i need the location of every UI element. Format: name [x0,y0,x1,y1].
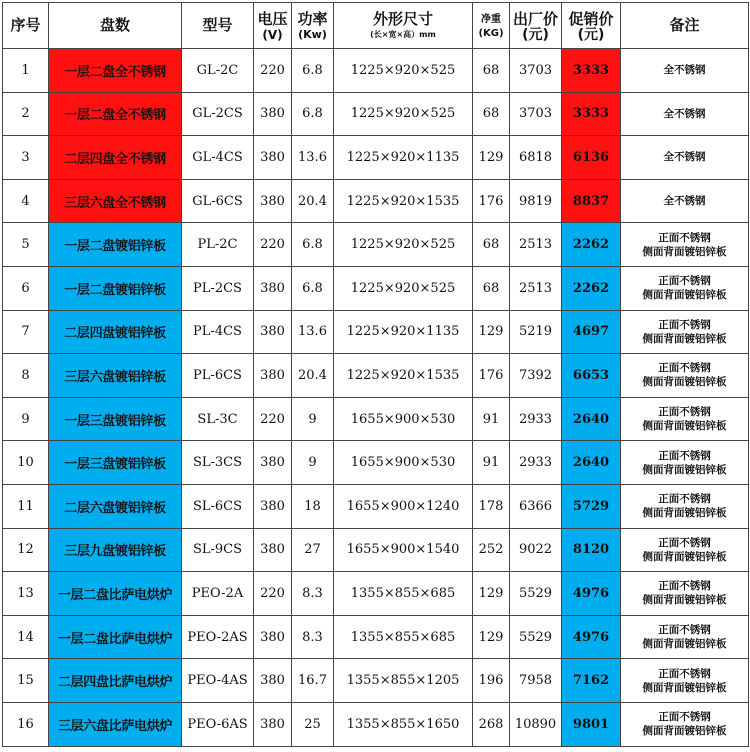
header-factory-price [510,3,562,49]
header-power-unit: (Kw) [298,27,327,41]
cell-power: 18 [292,484,334,528]
cell-name: 三层六盘全不锈钢 [49,179,182,223]
table-row [3,354,749,398]
cell-promo-price: 4976 [562,615,621,659]
cell-model: GL-2CS [182,92,254,136]
cell-power: 6.8 [292,92,334,136]
cell-factory-price: 5529 [510,572,562,616]
note-line-1: 全不锈钢 [663,64,706,77]
cell-promo-price: 2640 [562,397,621,441]
header-size-label: 外形尺寸 [372,9,433,28]
header-weight-label: 净重 [481,14,501,25]
cell-weight: 178 [473,484,510,528]
cell-voltage: 380 [254,528,292,572]
cell-name: 二层四盘全不锈钢 [49,136,182,180]
cell-power: 20.4 [292,179,334,223]
cell-promo-price: 9801 [562,702,621,746]
cell-voltage: 380 [254,136,292,180]
cell-promo-price: 7162 [562,659,621,703]
note-line-1: 正面不锈钢 [658,362,711,375]
cell-weight: 268 [473,702,510,746]
cell-index: 10 [3,441,49,485]
cell-voltage: 220 [254,223,292,267]
note-line-1: 正面不锈钢 [658,667,711,680]
note-line-1: 全不锈钢 [663,107,706,120]
cell-note [621,49,749,93]
note-line-2: 侧面背面镀铝锌板 [642,420,727,433]
cell-weight: 129 [473,136,510,180]
cell-name: 一层二盘比萨电烘炉 [49,572,182,616]
header-model: 型号 [182,3,254,49]
cell-factory-price: 6366 [510,484,562,528]
cell-weight: 68 [473,92,510,136]
cell-name: 二层四盘比萨电烘炉 [49,659,182,703]
header-weight-unit: (KG) [478,28,504,39]
cell-power: 9 [292,441,334,485]
note-line-1: 正面不锈钢 [658,580,711,593]
header-note: 备注 [621,3,749,49]
cell-voltage: 220 [254,397,292,441]
header-promo-price [562,3,621,49]
header-size-unit: (长×宽×高）mm [370,29,436,39]
cell-factory-price: 3703 [510,49,562,93]
cell-index: 2 [3,92,49,136]
cell-voltage: 380 [254,615,292,659]
note-line-2: 侧面背面镀铝锌板 [642,725,727,738]
cell-promo-price: 8837 [562,179,621,223]
note-line-1: 全不锈钢 [663,195,706,208]
cell-index: 1 [3,49,49,93]
note-line-1: 正面不锈钢 [658,406,711,419]
table-row [3,310,749,354]
cell-power: 27 [292,528,334,572]
cell-voltage: 380 [254,179,292,223]
cell-size: 1225×920×1535 [334,179,473,223]
header-promo-price-unit: (元) [577,26,605,43]
cell-note [621,354,749,398]
cell-name: 一层二盘镀铝锌板 [49,223,182,267]
note-line-1: 全不锈钢 [663,151,706,164]
cell-name: 一层二盘镀铝锌板 [49,266,182,310]
cell-size: 1225×920×1535 [334,354,473,398]
cell-model: PL-2C [182,223,254,267]
cell-size: 1225×920×525 [334,223,473,267]
cell-name: 三层九盘镀铝锌板 [49,528,182,572]
cell-voltage: 220 [254,49,292,93]
price-table [2,2,749,747]
header-power-label: 功率 [297,9,328,28]
cell-factory-price: 7958 [510,659,562,703]
cell-size: 1225×920×525 [334,49,473,93]
cell-name: 二层四盘镀铝锌板 [49,310,182,354]
header-factory-price-label: 出厂价 [512,9,558,28]
table-row [3,484,749,528]
cell-note [621,441,749,485]
cell-weight: 68 [473,49,510,93]
cell-promo-price: 3333 [562,49,621,93]
cell-voltage: 380 [254,484,292,528]
header-index: 序号 [3,3,49,49]
table-body [3,49,749,747]
cell-index: 5 [3,223,49,267]
cell-factory-price: 7392 [510,354,562,398]
cell-model: PEO-2AS [182,615,254,659]
cell-note [621,397,749,441]
note-line-2: 侧面背面镀铝锌板 [642,550,727,563]
cell-voltage: 380 [254,702,292,746]
cell-voltage: 220 [254,572,292,616]
header-factory-price-unit: (元) [522,26,549,43]
table-row [3,397,749,441]
cell-model: SL-3C [182,397,254,441]
cell-weight: 91 [473,441,510,485]
cell-note [621,484,749,528]
table-row [3,223,749,267]
cell-size: 1225×920×525 [334,92,473,136]
cell-factory-price: 10890 [510,702,562,746]
header-voltage-unit: (V) [262,27,283,42]
cell-name: 一层二盘比萨电烘炉 [49,615,182,659]
header-promo-price-label: 促销价 [568,9,614,28]
cell-index: 4 [3,179,49,223]
cell-power: 13.6 [292,310,334,354]
cell-index: 8 [3,354,49,398]
cell-promo-price: 6136 [562,136,621,180]
cell-promo-price: 4697 [562,310,621,354]
cell-model: PEO-6AS [182,702,254,746]
cell-voltage: 380 [254,441,292,485]
cell-power: 9 [292,397,334,441]
note-line-1: 正面不锈钢 [658,318,711,331]
cell-name: 二层六盘镀铝锌板 [49,484,182,528]
cell-power: 6.8 [292,49,334,93]
cell-weight: 129 [473,310,510,354]
cell-index: 6 [3,266,49,310]
cell-note [621,92,749,136]
cell-factory-price: 5219 [510,310,562,354]
cell-weight: 196 [473,659,510,703]
header-power [292,3,334,49]
cell-power: 25 [292,702,334,746]
cell-weight: 129 [473,572,510,616]
cell-name: 一层三盘镀铝锌板 [49,397,182,441]
cell-model: PL-2CS [182,266,254,310]
table-row [3,136,749,180]
cell-index: 15 [3,659,49,703]
table-row [3,179,749,223]
cell-power: 6.8 [292,223,334,267]
table-row [3,702,749,746]
cell-size: 1225×920×525 [334,266,473,310]
cell-weight: 91 [473,397,510,441]
cell-size: 1355×855×685 [334,572,473,616]
note-line-2: 侧面背面镀铝锌板 [642,507,727,520]
cell-name: 三层六盘镀铝锌板 [49,354,182,398]
header-size [334,3,473,49]
table-row [3,266,749,310]
cell-size: 1655×900×530 [334,397,473,441]
cell-promo-price: 2640 [562,441,621,485]
note-line-1: 正面不锈钢 [658,624,711,637]
cell-index: 13 [3,572,49,616]
cell-name: 一层三盘镀铝锌板 [49,441,182,485]
note-line-1: 正面不锈钢 [658,231,711,244]
cell-size: 1655×900×1540 [334,528,473,572]
cell-factory-price: 6818 [510,136,562,180]
cell-model: PEO-4AS [182,659,254,703]
cell-note [621,615,749,659]
note-line-1: 正面不锈钢 [658,493,711,506]
table-row [3,659,749,703]
cell-size: 1655×900×1240 [334,484,473,528]
cell-note [621,528,749,572]
cell-size: 1655×900×530 [334,441,473,485]
header-name: 盘数 [49,3,182,49]
cell-model: SL-3CS [182,441,254,485]
note-line-1: 正面不锈钢 [658,711,711,724]
cell-size: 1355×855×685 [334,615,473,659]
cell-voltage: 380 [254,92,292,136]
cell-promo-price: 8120 [562,528,621,572]
table-row [3,615,749,659]
cell-promo-price: 2262 [562,266,621,310]
cell-note [621,179,749,223]
cell-index: 9 [3,397,49,441]
note-line-2: 侧面背面镀铝锌板 [642,681,727,694]
cell-weight: 176 [473,179,510,223]
note-line-2: 侧面背面镀铝锌板 [642,638,727,651]
cell-note [621,702,749,746]
note-line-2: 侧面背面镀铝锌板 [642,245,727,258]
cell-size: 1355×855×1205 [334,659,473,703]
note-line-1: 正面不锈钢 [658,449,711,462]
cell-promo-price: 5729 [562,484,621,528]
cell-factory-price: 2513 [510,266,562,310]
table-row [3,92,749,136]
cell-name: 一层二盘全不锈钢 [49,49,182,93]
cell-index: 7 [3,310,49,354]
cell-index: 16 [3,702,49,746]
cell-name: 三层六盘比萨电烘炉 [49,702,182,746]
cell-index: 12 [3,528,49,572]
cell-weight: 68 [473,266,510,310]
cell-weight: 176 [473,354,510,398]
cell-factory-price: 9819 [510,179,562,223]
header-voltage-label: 电压 [257,9,288,28]
table-row [3,441,749,485]
cell-factory-price: 9022 [510,528,562,572]
cell-note [621,572,749,616]
cell-note [621,659,749,703]
header-weight [473,3,510,49]
cell-voltage: 380 [254,310,292,354]
cell-model: PL-4CS [182,310,254,354]
cell-name: 一层二盘全不锈钢 [49,92,182,136]
cell-weight: 129 [473,615,510,659]
cell-voltage: 380 [254,354,292,398]
cell-promo-price: 2262 [562,223,621,267]
cell-model: SL-9CS [182,528,254,572]
cell-power: 16.7 [292,659,334,703]
cell-power: 8.3 [292,572,334,616]
cell-index: 14 [3,615,49,659]
cell-voltage: 380 [254,266,292,310]
note-line-2: 侧面背面镀铝锌板 [642,332,727,345]
cell-size: 1225×920×1135 [334,136,473,180]
cell-factory-price: 3703 [510,92,562,136]
cell-power: 6.8 [292,266,334,310]
cell-note [621,310,749,354]
cell-size: 1355×855×1650 [334,702,473,746]
cell-power: 20.4 [292,354,334,398]
header-voltage [254,3,292,49]
cell-note [621,136,749,180]
note-line-2: 侧面背面镀铝锌板 [642,594,727,607]
note-line-2: 侧面背面镀铝锌板 [642,376,727,389]
cell-factory-price: 2513 [510,223,562,267]
header-row [3,3,749,49]
cell-size: 1225×920×1135 [334,310,473,354]
cell-promo-price: 6653 [562,354,621,398]
cell-factory-price: 2933 [510,441,562,485]
cell-model: GL-4CS [182,136,254,180]
note-line-1: 正面不锈钢 [658,536,711,549]
table-row [3,49,749,93]
cell-model: GL-6CS [182,179,254,223]
cell-weight: 252 [473,528,510,572]
table-row [3,528,749,572]
cell-promo-price: 3333 [562,92,621,136]
cell-power: 8.3 [292,615,334,659]
cell-weight: 68 [473,223,510,267]
cell-voltage: 380 [254,659,292,703]
note-line-1: 正面不锈钢 [658,275,711,288]
cell-model: SL-6CS [182,484,254,528]
cell-note [621,266,749,310]
cell-note [621,223,749,267]
cell-promo-price: 4976 [562,572,621,616]
table-row [3,572,749,616]
note-line-2: 侧面背面镀铝锌板 [642,463,727,476]
cell-model: PL-6CS [182,354,254,398]
cell-index: 11 [3,484,49,528]
cell-factory-price: 2933 [510,397,562,441]
cell-model: GL-2C [182,49,254,93]
cell-factory-price: 5529 [510,615,562,659]
cell-power: 13.6 [292,136,334,180]
cell-model: PEO-2A [182,572,254,616]
note-line-2: 侧面背面镀铝锌板 [642,289,727,302]
cell-index: 3 [3,136,49,180]
